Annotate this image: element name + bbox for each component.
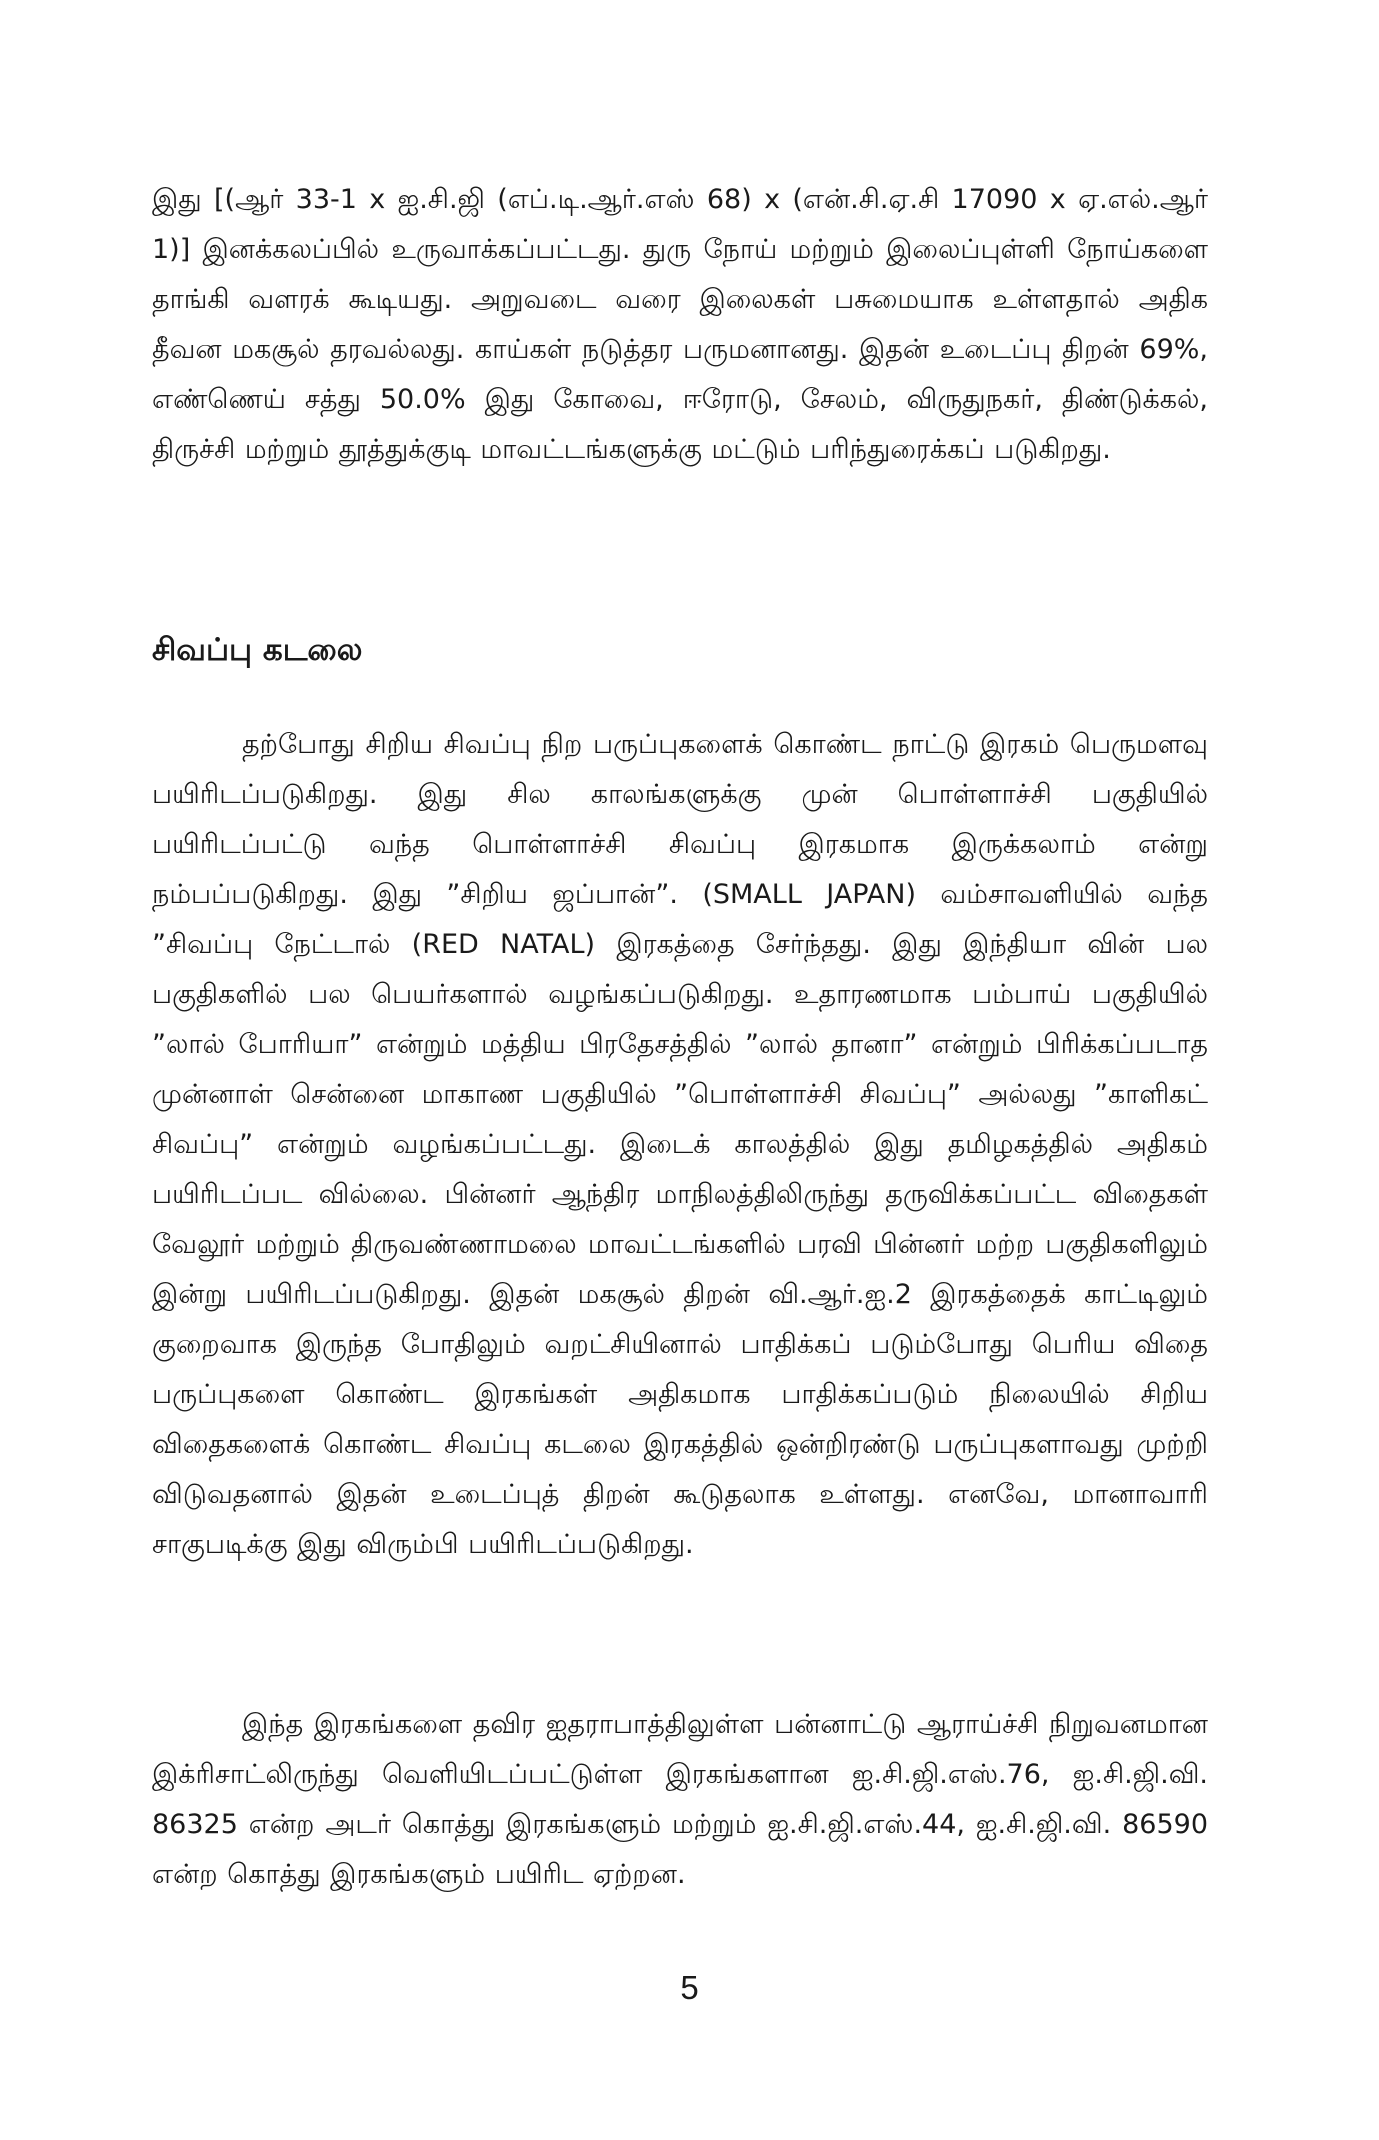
section-heading: சிவப்பு கடலை — [152, 632, 363, 668]
paragraph-icrisat-varieties: இந்த இரகங்களை தவிர ஐதராபாத்திலுள்ள பன்னாட்டு ஆராய்ச்சி நிறுவனமான இக்ரிசாட்லிருந்து வெளியிடப்பட்டுள்ள இரகங்களான ஐ.சி.ஜி.எஸ்.76, ஐ.சி.ஜி.வி. 86325 என்ற அடர் கொத்து இரகங்களும் மற்றும் ஐ.சி.ஜி.எஸ்.44, ஐ.சி.ஜி.வி. 86590 என்ற கொத்து இரகங்களும் பயிரிட ஏற்றன. — [152, 1709, 1208, 1890]
paragraph-variety-description: இது [(ஆர் 33-1 x ஐ.சி.ஜி (எப்.டி.ஆர்.எஸ் 68) x (என்.சி.ஏ.சி 17090 x ஏ.எல்.ஆர் 1)] இனக்கலப்பில் உருவாக்கப்பட்டது. துரு நோய் மற்றும் இலைப்புள்ளி நோய்களை தாங்கி வளரக் கூடியது. அறுவடை வரை இலைகள் பசுமையாக உள்ளதால் அதிக தீவன மகசூல் தரவல்லது. காய்கள் நடுத்தர பருமனானது. இதன் உடைப்பு திறன் 69%, எண்ணெய் சத்து 50.0% இது கோவை, ஈரோடு, சேலம், விருதுநகர், திண்டுக்கல், திருச்சி மற்றும் தூத்துக்குடி மாவட்டங்களுக்கு மட்டும் பரிந்துரைக்கப் படுகிறது. — [152, 184, 1208, 465]
paragraph-red-groundnut: தற்போது சிறிய சிவப்பு நிற பருப்புகளைக் கொண்ட நாட்டு இரகம் பெருமளவு பயிரிடப்படுகிறது. இது சில காலங்களுக்கு முன் பொள்ளாச்சி பகுதியில் பயிரிடப்பட்டு வந்த பொள்ளாச்சி சிவப்பு இரகமாக இருக்கலாம் என்று நம்பப்படுகிறது. இது ”சிறிய ஜப்பான்”. (SMALL JAPAN) வம்சாவளியில் வந்த ”சிவப்பு நேட்டால் (RED NATAL) இரகத்தை சேர்ந்தது. இது இந்தியா வின் பல பகுதிகளில் பல பெயர்களால் வழங்கப்படுகிறது. உதாரணமாக பம்பாய் பகுதியில் ”லால் போரியா” என்றும் மத்திய பிரதேசத்தில் ”லால் தானா” என்றும் பிரிக்கப்படாத முன்னாள் சென்னை மாகாண பகுதியில் ”பொள்ளாச்சி சிவப்பு” அல்லது ”காளிகட் சிவப்பு” என்றும் வழங்கப்பட்டது. இடைக் காலத்தில் இது தமிழகத்தில் அதிகம் பயிரிடப்பட வில்லை. பின்னர் ஆந்திர மாநிலத்திலிருந்து தருவிக்கப்பட்ட விதைகள் வேலூர் மற்றும் திருவண்ணாமலை மாவட்டங்களில் பரவி பின்னர் மற்ற பகுதிகளிலும் இன்று பயிரிடப்படுகிறது. இதன் மகசூல் திறன் வி.ஆர்.ஐ.2 இரகத்தைக் காட்டிலும் குறைவாக இருந்த போதிலும் வறட்சியினால் பாதிக்கப் படும்போது பெரிய விதை பருப்புகளை கொண்ட இரகங்கள் அதிகமாக பாதிக்கப்படும் நிலையில் சிறிய விதைகளைக் கொண்ட சிவப்பு கடலை இரகத்தில் ஒன்றிரண்டு பருப்புகளாவது முற்றி விடுவதனால் இதன் உடைப்புத் திறன் கூடுதலாக உள்ளது. எனவே, மானாவாரி சாகுபடிக்கு இது விரும்பி பயிரிடப்படுகிறது. — [152, 729, 1208, 1560]
page-number: 5 — [680, 1969, 699, 2006]
